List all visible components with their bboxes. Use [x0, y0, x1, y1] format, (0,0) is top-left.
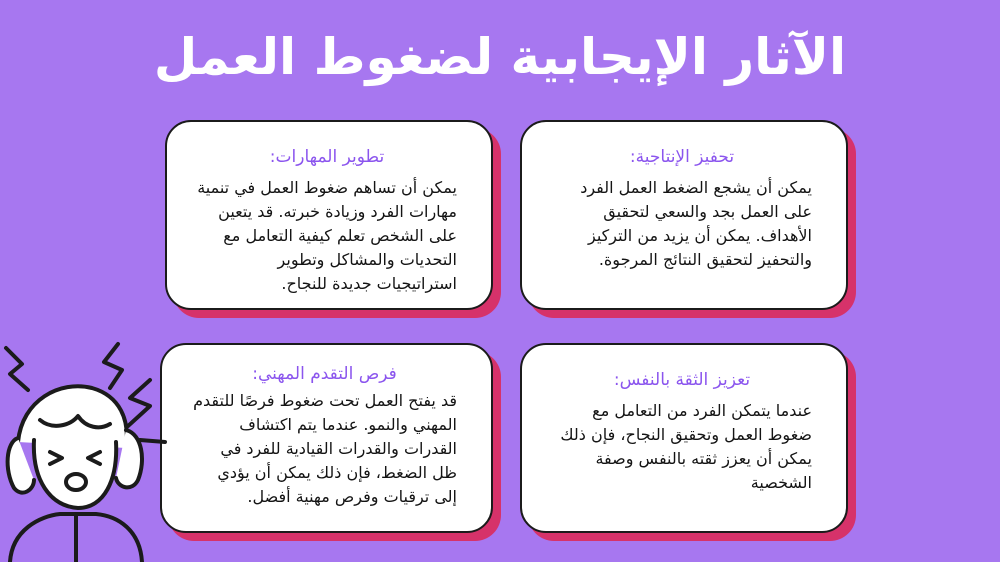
card-text: يمكن أن يشجع الضغط العمل الفرد على العمل بجد والسعي لتحقيق الأهداف. يمكن أن يزيد من التركيز والتحفيز لتحقيق النتائج المرجوة. — [580, 178, 812, 269]
card-text: عندما يتمكن الفرد من التعامل مع ضغوط العمل وتحقيق النجاح، فإن ذلك يمكن أن يعزز ثقته بالنفس وصفة الشخصية — [560, 401, 812, 492]
page-title: الآثار الإيجابية لضغوط العمل — [153, 28, 847, 86]
card-box — [165, 120, 493, 310]
card-productivity — [520, 120, 848, 310]
card-heading: فرص التقدم المهني: — [252, 364, 397, 384]
card-heading: تطوير المهارات: — [269, 147, 385, 167]
card-heading: تحفيز الإنتاجية: — [629, 147, 735, 167]
stressed-person-icon — [0, 330, 175, 562]
card-career-advancement — [160, 343, 493, 533]
card-heading: تعزيز الثقة بالنفس: — [613, 370, 751, 390]
card-text: قد يفتح العمل تحت ضغوط فرصًا للتقدم المهني والنمو. عندما يتم اكتشاف القدرات والقدرات القيادية للفرد في ظل الضغط، فإن ذلك يمكن أن يؤدي إلى ترقيات وفرص مهنية أفضل. — [193, 391, 457, 506]
card-text: يمكن أن تساهم ضغوط العمل في تنمية مهارات الفرد وزيادة خبرته. قد يتعين على الشخص تعلم كيفية التعامل مع التحديات والمشاكل وتطوير استراتيجيات جديدة للنجاح. — [197, 178, 457, 293]
card-box — [160, 343, 493, 533]
card-box — [520, 343, 848, 533]
card-skills — [165, 120, 493, 310]
card-box — [520, 120, 848, 310]
card-self-confidence — [520, 343, 848, 533]
